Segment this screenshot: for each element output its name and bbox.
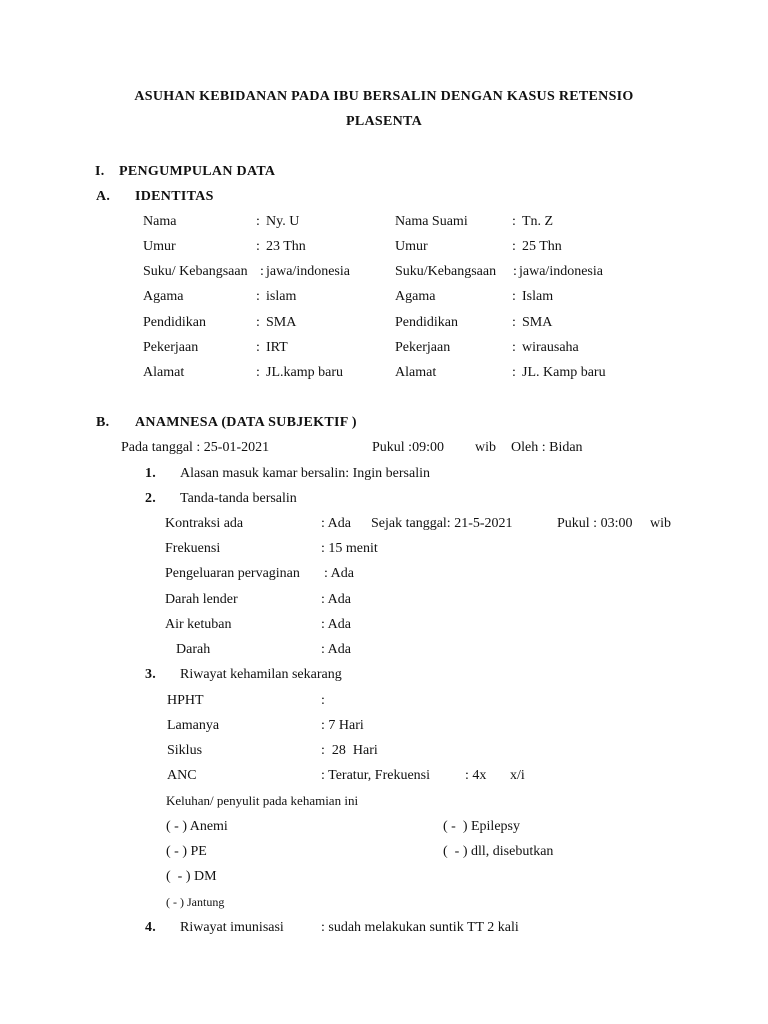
kontraksi-sejak: Sejak tanggal: 21-5-2021 xyxy=(371,516,513,531)
section-heading-pengumpulan-data: PENGUMPULAN DATA xyxy=(119,164,276,179)
field-separator: : xyxy=(256,239,260,254)
field-label: Nama Suami xyxy=(395,214,468,229)
subsection-number: A. xyxy=(96,189,111,204)
item-riwayat-kehamilan: Riwayat kehamilan sekarang xyxy=(180,667,342,682)
kontraksi-unit: wib xyxy=(650,516,671,531)
field-value: : Ada xyxy=(321,642,351,657)
field-value: IRT xyxy=(266,340,288,355)
check-dm: ( - ) DM xyxy=(166,869,217,884)
keluhan-heading: Keluhan/ penyulit pada kehamian ini xyxy=(166,793,359,808)
field-label: HPHT xyxy=(167,693,204,708)
field-value: jawa/indonesia xyxy=(266,264,350,279)
item-number: 3. xyxy=(145,667,157,682)
field-separator: : xyxy=(512,365,516,380)
field-value: : Ada xyxy=(324,566,354,581)
section-number: I. xyxy=(95,164,105,179)
document-title-line2: PLASENTA xyxy=(345,114,423,129)
field-separator: : xyxy=(256,315,260,330)
field-value: 23 Thn xyxy=(266,239,306,254)
subsection-heading-identitas: IDENTITAS xyxy=(135,189,214,204)
field-label: Suku/Kebangsaan xyxy=(395,264,497,279)
field-value: : Ada xyxy=(321,592,351,607)
field-separator: : xyxy=(512,340,516,355)
field-value: Islam xyxy=(522,289,554,304)
field-label: Darah xyxy=(176,642,211,657)
field-label: Pekerjaan xyxy=(395,340,451,355)
field-separator: : xyxy=(512,239,516,254)
field-separator: : xyxy=(256,289,260,304)
field-separator: : xyxy=(260,264,264,279)
anc-frequency: : 4x xyxy=(465,768,487,783)
document-title-line1: ASUHAN KEBIDANAN PADA IBU BERSALIN DENGAN KASUS RETENSIO xyxy=(134,89,634,104)
field-label: Umur xyxy=(395,239,428,254)
field-value: : Ada xyxy=(321,617,351,632)
item-tanda-bersalin: Tanda-tanda bersalin xyxy=(180,491,297,506)
item-alasan-masuk: Alasan masuk kamar bersalin: Ingin bersalin xyxy=(180,466,430,481)
check-anemi: ( - ) Anemi xyxy=(166,819,228,834)
time-unit: wib xyxy=(475,440,496,455)
field-separator: : xyxy=(512,289,516,304)
field-label: Darah lender xyxy=(165,592,238,607)
field-value: JL.kamp baru xyxy=(266,365,343,380)
field-label: Pendidikan xyxy=(395,315,458,330)
field-value: : 28 Hari xyxy=(321,743,378,758)
field-label: Nama xyxy=(143,214,177,229)
check-jantung: ( - ) Jantung xyxy=(166,895,225,909)
anc-unit: x/i xyxy=(510,768,525,783)
field-label: Kontraksi ada xyxy=(165,516,244,531)
check-epilepsy: ( - ) Epilepsy xyxy=(443,819,520,834)
field-separator: : xyxy=(256,365,260,380)
item-riwayat-imunisasi: Riwayat imunisasi xyxy=(180,920,284,935)
field-label: Alamat xyxy=(143,365,185,380)
item-number: 2. xyxy=(145,491,157,506)
field-label: Air ketuban xyxy=(165,617,232,632)
field-value: 25 Thn xyxy=(522,239,562,254)
field-label: Agama xyxy=(143,289,184,304)
examiner-text: Oleh : Bidan xyxy=(511,440,583,455)
field-label: Frekuensi xyxy=(165,541,221,556)
field-value: : 7 Hari xyxy=(321,718,364,733)
time-text: Pukul :09:00 xyxy=(372,440,444,455)
date-text: Pada tanggal : 25-01-2021 xyxy=(121,440,270,455)
field-label: Siklus xyxy=(167,743,203,758)
field-value: Ny. U xyxy=(266,214,300,229)
field-label: Alamat xyxy=(395,365,437,380)
field-value: : sudah melakukan suntik TT 2 kali xyxy=(321,920,519,935)
item-number: 4. xyxy=(145,920,157,935)
field-label: Suku/ Kebangsaan xyxy=(143,264,248,279)
field-separator: : xyxy=(512,315,516,330)
field-value: jawa/indonesia xyxy=(519,264,603,279)
subsection-heading-anamnesa: ANAMNESA (DATA SUBJEKTIF ) xyxy=(135,415,357,430)
field-value: : xyxy=(321,693,325,708)
field-label: Umur xyxy=(143,239,176,254)
field-value: SMA xyxy=(266,315,297,330)
field-label: Pekerjaan xyxy=(143,340,199,355)
subsection-number: B. xyxy=(96,415,110,430)
field-label: ANC xyxy=(167,768,197,783)
field-label: Agama xyxy=(395,289,436,304)
field-separator: : xyxy=(513,264,517,279)
field-separator: : xyxy=(256,340,260,355)
field-label: Pendidikan xyxy=(143,315,206,330)
kontraksi-pukul: Pukul : 03:00 xyxy=(557,516,633,531)
field-value: : Teratur, Frekuensi xyxy=(321,768,431,783)
item-number: 1. xyxy=(145,466,157,481)
field-label: Lamanya xyxy=(167,718,220,733)
field-separator: : xyxy=(256,214,260,229)
field-value: : 15 menit xyxy=(321,541,378,556)
field-label: Pengeluaran pervaginan xyxy=(165,566,300,581)
check-dll: ( - ) dll, disebutkan xyxy=(443,844,554,859)
field-value: wirausaha xyxy=(522,340,579,355)
field-separator: : xyxy=(512,214,516,229)
check-pe: ( - ) PE xyxy=(166,844,207,859)
field-value: JL. Kamp baru xyxy=(522,365,606,380)
field-value: Tn. Z xyxy=(522,214,554,229)
field-value: SMA xyxy=(522,315,553,330)
field-value: : Ada xyxy=(321,516,351,531)
field-value: islam xyxy=(266,289,297,304)
